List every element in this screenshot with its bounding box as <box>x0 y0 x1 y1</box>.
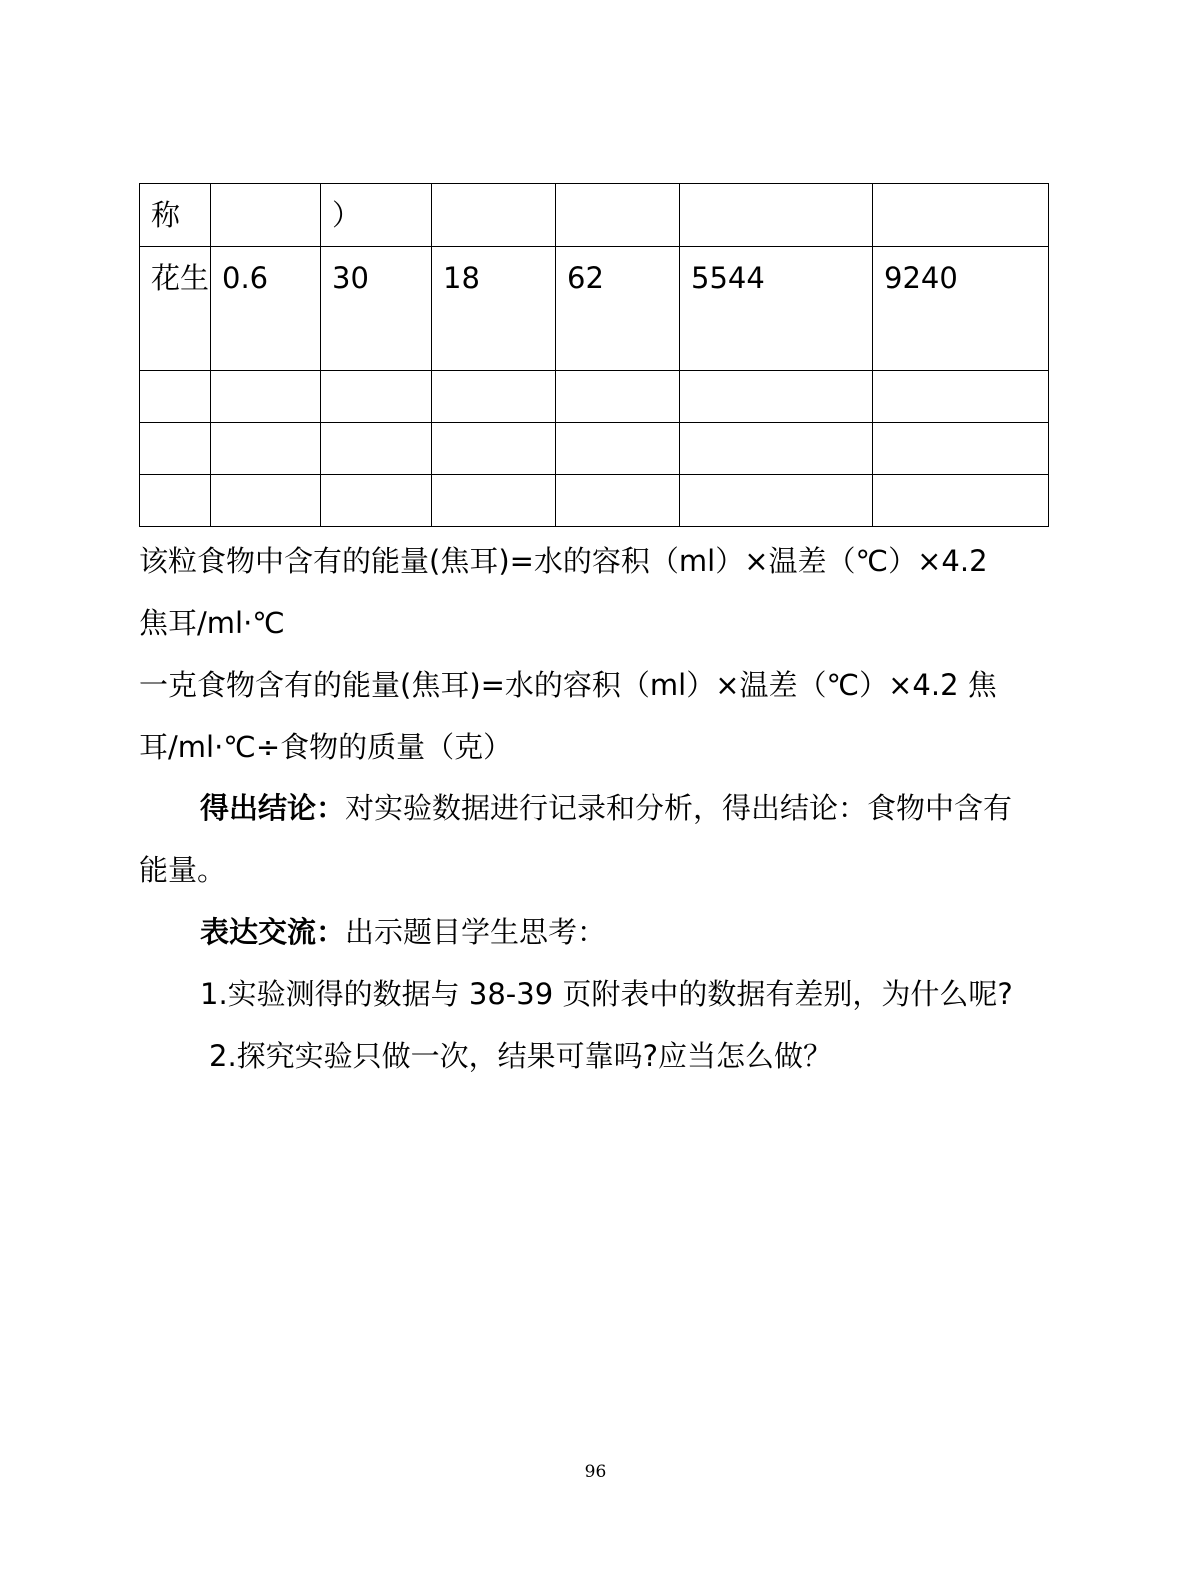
table-cell: 5544 <box>680 247 873 371</box>
table-cell <box>211 475 321 527</box>
table-cell <box>211 371 321 423</box>
table-cell <box>140 475 211 527</box>
table-cell <box>321 423 432 475</box>
page-number: 96 <box>584 1462 607 1482</box>
table-cell <box>211 423 321 475</box>
table-cell: 称 <box>140 184 211 247</box>
table-cell <box>556 423 680 475</box>
table-row-peanut <box>140 247 1049 371</box>
formula-line-2: 焦耳/ml·℃ <box>139 606 285 640</box>
table-cell: 9240 <box>873 247 1049 371</box>
experiment-data-table <box>139 183 1049 527</box>
question-2: 2.探究实验只做一次，结果可靠吗?应当怎么做？ <box>209 1039 833 1073</box>
question-1: 1.实验测得的数据与 38-39 页附表中的数据有差别，为什么呢? <box>200 977 1013 1011</box>
table-row-empty <box>140 423 1049 475</box>
table-cell <box>873 475 1049 527</box>
table-cell: 30 <box>321 247 432 371</box>
table-cell: 18 <box>432 247 556 371</box>
table-cell <box>432 475 556 527</box>
table-cell <box>556 371 680 423</box>
table-header-row <box>140 184 1049 247</box>
table-cell <box>321 475 432 527</box>
table-cell <box>873 184 1049 247</box>
table-cell <box>556 475 680 527</box>
discussion-paragraph <box>200 901 1060 963</box>
table-cell: 62 <box>556 247 680 371</box>
table-cell <box>432 423 556 475</box>
table-cell <box>873 423 1049 475</box>
table-cell <box>680 371 873 423</box>
discussion-text: 出示题目学生思考： <box>345 915 607 949</box>
conclusion-continuation: 能量。 <box>139 853 227 887</box>
table-row-empty <box>140 371 1049 423</box>
formula-line-3: 一克食物含有的能量(焦耳)=水的容积（ml）×温差（℃）×4.2 焦 <box>139 668 997 702</box>
table-cell <box>321 371 432 423</box>
table-cell <box>140 371 211 423</box>
discussion-label: 表达交流： <box>200 915 346 949</box>
table-cell: 0.6 <box>211 247 321 371</box>
table-cell <box>432 371 556 423</box>
table-cell <box>556 184 680 247</box>
table-cell-food-name: 花生 <box>140 247 211 371</box>
conclusion-paragraph <box>200 777 1060 839</box>
formula-line-4: 耳/ml·℃÷食物的质量（克） <box>139 730 513 764</box>
table-row-empty <box>140 475 1049 527</box>
table-cell <box>432 184 556 247</box>
conclusion-label: 得出结论： <box>200 791 346 825</box>
table-cell <box>140 423 211 475</box>
table-cell <box>680 184 873 247</box>
table-cell <box>680 475 873 527</box>
table-cell: ） <box>321 184 432 247</box>
table-cell <box>680 423 873 475</box>
table-cell <box>211 184 321 247</box>
conclusion-text: 对实验数据进行记录和分析，得出结论：食物中含有 <box>345 791 1013 825</box>
formula-line-1: 该粒食物中含有的能量(焦耳)=水的容积（ml）×温差（℃）×4.2 <box>139 544 988 578</box>
table-cell <box>873 371 1049 423</box>
